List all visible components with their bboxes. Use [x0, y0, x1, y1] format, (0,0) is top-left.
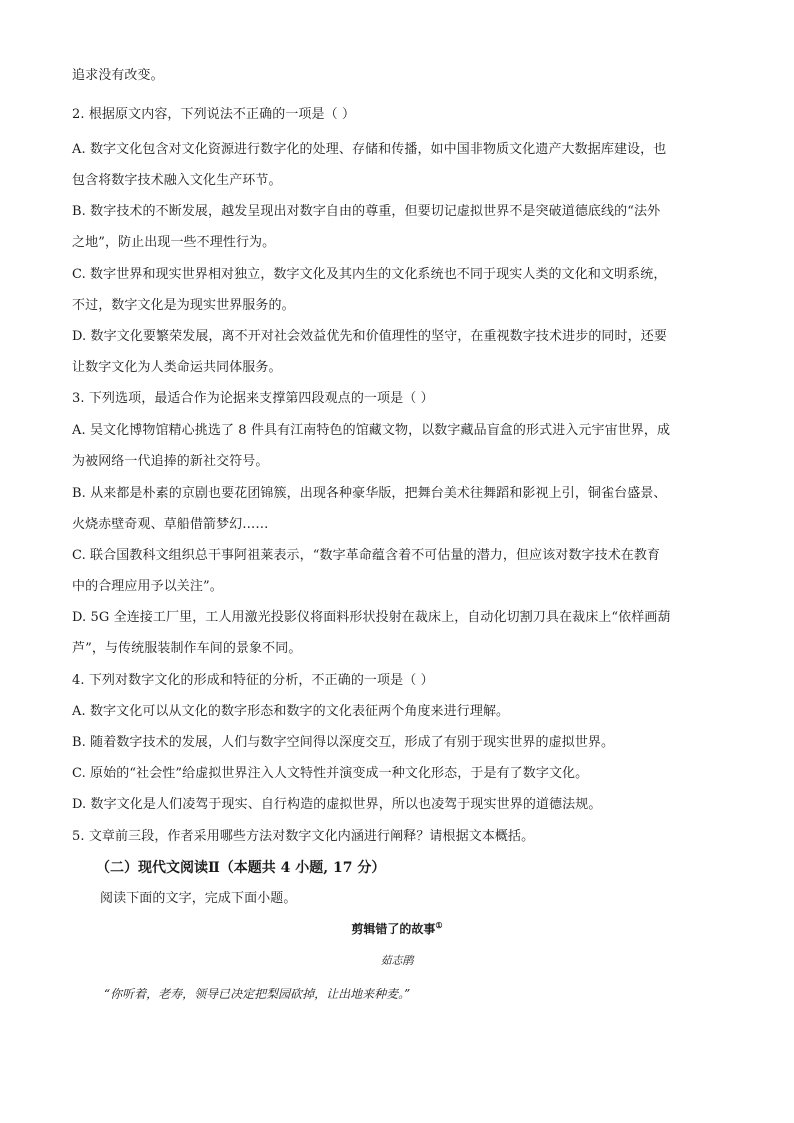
story-author: 茹志鹃	[380, 954, 414, 967]
text-line: 不过，数字文化是为现实世界服务的。	[72, 298, 295, 313]
question-3: 3. 下列选项，最适合作为论据来支撑第四段观点的一项是（ ）	[72, 391, 434, 406]
option-d: D. 5G 全连接工厂里，工人用激光投影仪将面料形状投射在裁床上，自动化切割刀具在裁床上“依样画葫	[72, 610, 671, 625]
option-a: A. 吴文化博物馆精心挑选了 8 件具有江南特色的馆藏文物，以数字藏品盲盒的形式进入元宇宙世界，成	[72, 423, 671, 438]
option-a: A. 数字文化可以从文化的数字形态和数字的文化表征两个角度来进行理解。	[72, 704, 510, 719]
option-b: B. 随着数字技术的发展，人们与数字空间得以深度交互，形成了有别于现实世界的虚拟世界。	[72, 735, 615, 750]
option-a: A. 数字文化包含对文化资源进行数字化的处理、存储和传播，如中国非物质文化遗产大数据库建设，也	[72, 142, 667, 157]
option-c: C. 联合国教科文组织总干事阿祖莱表示，“数字革命蕴含着不可估量的潜力，但应该对数字技术在教育	[72, 548, 661, 563]
question-5: 5. 文章前三段，作者采用哪些方法对数字文化内涵进行阐释？请根据文本概括。	[72, 829, 535, 844]
option-b: B. 数字技术的不断发展，越发呈现出对数字自由的尊重，但要切记虚拟世界不是突破道德底线的“法外	[72, 204, 661, 219]
option-c: C. 原始的“社会性”给虚拟世界注入人文特性并演变成一种文化形态，于是有了数字文化。	[72, 766, 589, 781]
option-d: D. 数字文化要繁荣发展，离不开对社会效益优先和价值理性的坚守，在重视数字技术进步的同时，还要	[72, 329, 667, 344]
text-line: 让数字文化为人类命运共同体服务。	[72, 360, 282, 375]
text-line: 之地”，防止出现一些不理性行为。	[72, 235, 276, 250]
text-line: 火烧赤壁奇观、草船借箭梦幻……	[72, 517, 269, 532]
footnote-marker: ①	[435, 920, 443, 930]
text-line: 包含将数字技术融入文化生产环节。	[72, 173, 282, 188]
story-opening-quote: “你听着，老寿，领导已决定把梨园砍掉，让出地来种麦。”	[104, 987, 411, 1001]
section-heading: （二）现代文阅读Ⅱ（本题共 4 小题, 17 分）	[96, 860, 386, 876]
story-title-text: 剪辑错了的故事	[351, 922, 436, 936]
story-title	[0, 922, 794, 936]
text-line: 追求没有改变。	[72, 68, 164, 83]
question-2: 2. 根据原文内容，下列说法不正确的一项是（ ）	[72, 107, 356, 122]
text-line: 中的合理应用予以关注”。	[72, 579, 223, 594]
question-4: 4. 下列对数字文化的形成和特征的分析，不正确的一项是（ ）	[72, 673, 434, 688]
option-b: B. 从来都是朴素的京剧也要花团锦簇，出现各种豪华版，把舞台美术往舞蹈和影视上引，铜雀台盛景、	[72, 486, 667, 501]
text-line: 为被网络一代追捧的新社交符号。	[72, 454, 269, 469]
instruction: 阅读下面的文字，完成下面小题。	[100, 891, 297, 906]
text-line: 芦”，与传统服装制作车间的景象不同。	[72, 641, 302, 656]
option-c: C. 数字世界和现实世界相对独立，数字文化及其内生的文化系统也不同于现实人类的文化和文明系统，	[72, 267, 667, 282]
option-d: D. 数字文化是人们凌驾于现实、自行构造的虚拟世界，所以也凌驾于现实世界的道德法规。	[72, 797, 602, 812]
